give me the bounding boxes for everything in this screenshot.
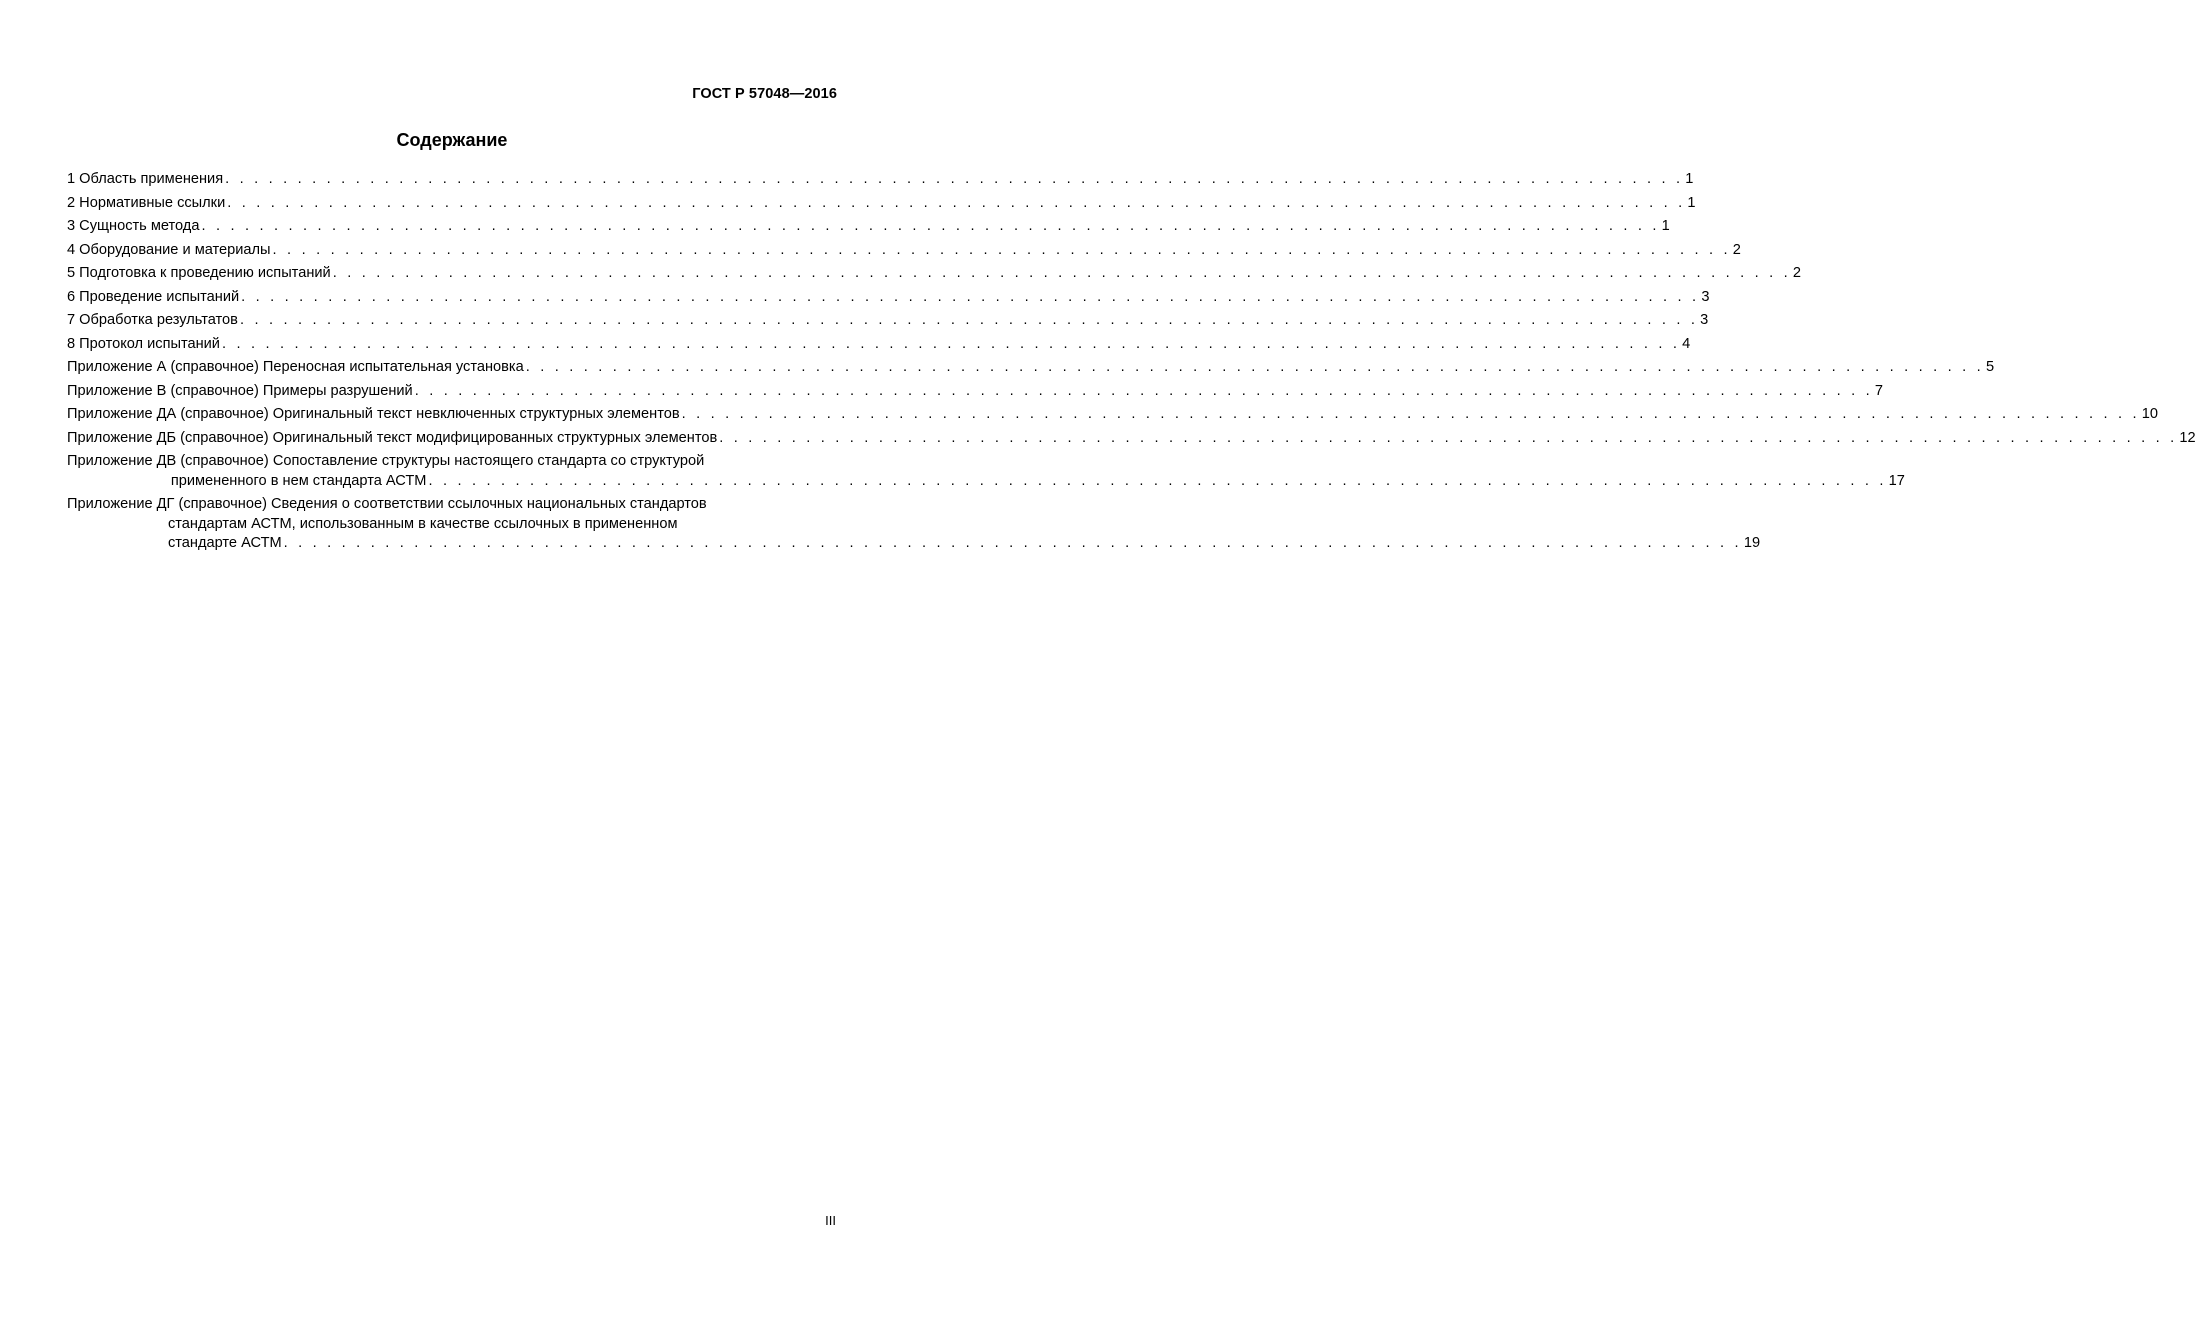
toc-entry[interactable] xyxy=(67,335,1691,355)
toc-entry-page: 2 xyxy=(1792,265,1801,281)
toc-entry[interactable] xyxy=(67,217,1670,237)
toc-entry-title-line: Сопоставление структуры настоящего стандарта со структурой xyxy=(272,453,705,469)
toc-entry-page: 17 xyxy=(1888,472,1905,489)
toc-entry[interactable] xyxy=(67,382,1884,402)
toc-entry[interactable] xyxy=(67,429,2196,449)
toc-entry-title: 5 Подготовка к проведению испытаний xyxy=(67,265,331,281)
toc-title: Содержание xyxy=(396,130,508,150)
toc-entry[interactable] xyxy=(67,358,1995,378)
toc-entry-title: Приложение ДБ (справочное) Оригинальный текст модифицированных структурных элементов xyxy=(67,429,718,446)
toc-leader: . . . . . . . . . . . . . . . . . . . . . . . . . . . . . . . . . . . . . . . . . . . . . . . . . . . . . . . . . . . . . . . . . . . . . . . . . . . . . . . . . . . . . . . . . . . . . . . . . . . . . xyxy=(227,194,1686,211)
toc-entry-page: 7 xyxy=(1874,382,1884,399)
toc-entry-page: 3 xyxy=(1701,288,1710,305)
toc-leader: . . . . . . . . . . . . . . . . . . . . . . . . . . . . . . . . . . . . . . . . . . . . . . . . . . . . . . . . . . . . . . . . . . . . . . . . . . . . . . . . . . . . . . . . . . . . . . . . . . . . . xyxy=(201,218,1660,234)
toc-leader: . . . . . . . . . . . . . . . . . . . . . . . . . . . . . . . . . . . . . . . . . . . . . . . . . . . . . . . . . . . . . . . . . . . . . . . . . . . . . . . . . . . . . . . . . . . . . . . . . . . . . xyxy=(681,406,2140,422)
toc-leader: . . . . . . . . . . . . . . . . . . . . . . . . . . . . . . . . . . . . . . . . . . . . . . . . . . . . . . . . . . . . . . . . . . . . . . . . . . . . . . . . . . . . . . . . . . . . . . . . . . . . . xyxy=(719,429,2178,446)
toc-entry[interactable] xyxy=(67,241,1741,261)
page-number: III xyxy=(825,1213,836,1228)
toc-leader: . . . . . . . . . . . . . . . . . . . . . . . . . . . . . . . . . . . . . . . . . . . . . . . . . . . . . . . . . . . . . . . . . . . . . . . . . . . . . . . . . . . . . . . . . . . . . . . . . . . . . xyxy=(332,265,1791,281)
toc-entry[interactable] xyxy=(67,194,1696,214)
toc-entry-title: Приложение В (справочное) Примеры разрушений xyxy=(67,382,413,399)
toc-entry-title: 1 Область применения xyxy=(67,171,224,187)
toc-leader: . . . . . . . . . . . . . . . . . . . . . . . . . . . . . . . . . . . . . . . . . . . . . . . . . . . . . . . . . . . . . . . . . . . . . . . . . . . . . . . . . . . . . . . . . . . . . . . . . . . . . xyxy=(221,335,1681,352)
toc-entry-page: 1 xyxy=(1661,218,1670,234)
toc-leader: . . . . . . . . . . . . . . . . . . . . . . . . . . . . . . . . . . . . . . . . . . . . . . . . . . . . . . . . . . . . . . . . . . . . . . . . . . . . . . . . . . . . . . . . . . . . . . . . . . . . . xyxy=(272,241,1731,258)
toc-entry-page: 19 xyxy=(1743,535,1761,551)
toc-entry-page: 12 xyxy=(2179,429,2196,446)
toc-entry-title: 7 Обработка результатов xyxy=(67,312,238,328)
toc-entry-title-line: Сведения о соответствии ссылочных национальных стандартов xyxy=(270,496,707,512)
toc-leader: . . . . . . . . . . . . . . . . . . . . . . . . . . . . . . . . . . . . . . . . . . . . . . . . . . . . . . . . . . . . . . . . . . . . . . . . . . . . . . . . . . . . . . . . . . . . . . . . . . . . . xyxy=(283,535,1742,551)
toc-leader: . . . . . . . . . . . . . . . . . . . . . . . . . . . . . . . . . . . . . . . . . . . . . . . . . . . . . . . . . . . . . . . . . . . . . . . . . . . . . . . . . . . . . . . . . . . . . . . . . . . . . xyxy=(428,472,1887,489)
toc-leader: . . . . . . . . . . . . . . . . . . . . . . . . . . . . . . . . . . . . . . . . . . . . . . . . . . . . . . . . . . . . . . . . . . . . . . . . . . . . . . . . . . . . . . . . . . . . . . . . . . . . . xyxy=(241,288,1700,305)
toc-entry-title-line: примененного в нем стандарта АСТМ xyxy=(170,472,427,489)
toc-leader: . . . . . . . . . . . . . . . . . . . . . . . . . . . . . . . . . . . . . . . . . . . . . . . . . . . . . . . . . . . . . . . . . . . . . . . . . . . . . . . . . . . . . . . . . . . . . . . . . . . . . xyxy=(239,312,1699,328)
toc-entry[interactable] xyxy=(67,288,1710,308)
toc-entry-page: 3 xyxy=(1700,312,1709,328)
toc-entry[interactable] xyxy=(67,264,1801,284)
toc-entry-title-line: стандарте АСТМ xyxy=(167,535,282,551)
toc-entry-title: 8 Протокол испытаний xyxy=(67,335,220,352)
toc-entry-title: 2 Нормативные ссылки xyxy=(67,194,226,211)
toc-entry-page: 2 xyxy=(1732,241,1741,258)
toc-entry[interactable] xyxy=(67,311,1709,331)
toc-entry-page: 4 xyxy=(1682,335,1691,352)
toc-entry-prefix: Приложение ДГ (справочное) xyxy=(67,496,271,512)
toc-entry[interactable] xyxy=(67,405,2159,425)
toc-entry[interactable] xyxy=(67,495,1761,554)
table-of-contents xyxy=(67,170,2196,558)
toc-entry-page: 1 xyxy=(1687,194,1696,211)
toc-leader: . . . . . . . . . . . . . . . . . . . . . . . . . . . . . . . . . . . . . . . . . . . . . . . . . . . . . . . . . . . . . . . . . . . . . . . . . . . . . . . . . . . . . . . . . . . . . . . . . . . . . xyxy=(414,382,1873,399)
toc-entry-title: Приложение А (справочное) Переносная испытательная установка xyxy=(67,359,524,375)
toc-entry-title-line: стандартам АСТМ, использованным в качестве ссылочных в примененном xyxy=(167,515,678,532)
toc-leader: . . . . . . . . . . . . . . . . . . . . . . . . . . . . . . . . . . . . . . . . . . . . . . . . . . . . . . . . . . . . . . . . . . . . . . . . . . . . . . . . . . . . . . . . . . . . . . . . . . . . . xyxy=(225,171,1684,187)
toc-entry-title: Приложение ДА (справочное) Оригинальный текст невключенных структурных элементов xyxy=(67,406,680,422)
toc-entry-title: 3 Сущность метода xyxy=(67,218,200,234)
toc-entry[interactable] xyxy=(67,452,1905,491)
document-code: ГОСТ Р 57048—2016 xyxy=(692,86,837,102)
toc-entry-page: 10 xyxy=(2141,406,2159,422)
toc-entry-prefix: Приложение ДВ (справочное) xyxy=(67,453,273,469)
toc-entry-page: 1 xyxy=(1685,171,1694,187)
toc-entry[interactable] xyxy=(67,170,1694,190)
toc-entry-page: 5 xyxy=(1985,359,1995,375)
toc-leader: . . . . . . . . . . . . . . . . . . . . . . . . . . . . . . . . . . . . . . . . . . . . . . . . . . . . . . . . . . . . . . . . . . . . . . . . . . . . . . . . . . . . . . . . . . . . . . . . . . . . . xyxy=(525,359,1984,375)
toc-entry-title: 6 Проведение испытаний xyxy=(67,288,240,305)
toc-entry-title: 4 Оборудование и материалы xyxy=(67,241,271,258)
